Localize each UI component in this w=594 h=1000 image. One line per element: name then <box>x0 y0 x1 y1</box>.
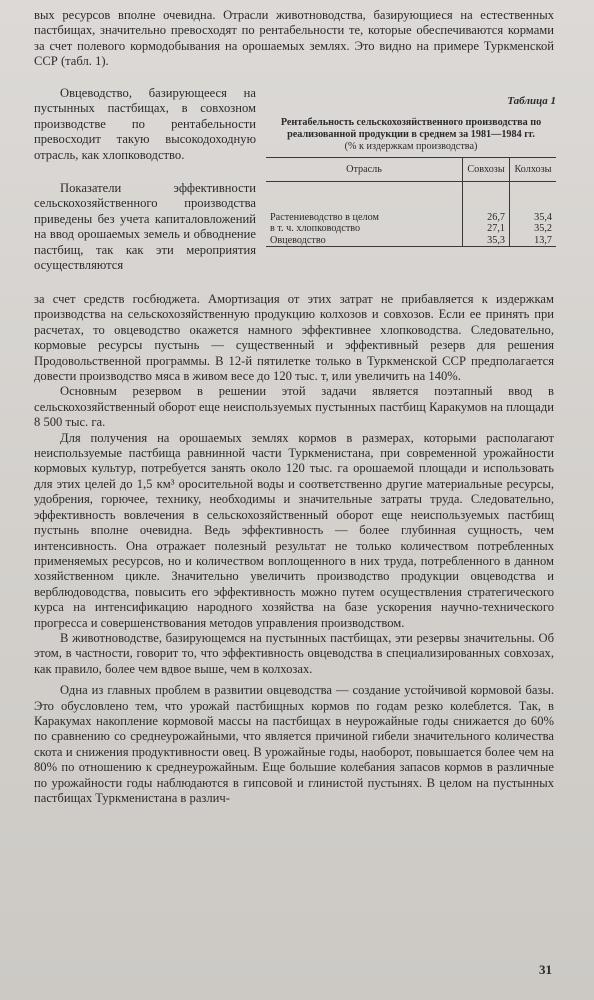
table-row <box>266 223 556 234</box>
column-header-branch: Отрасль <box>266 157 463 181</box>
kolkhozy-value: 35,4 <box>510 182 557 224</box>
paragraph-feed-base: Одна из главных проблем в развитии овцеводства — создание устойчивой кормовой базы. Это обусловлено тем, что урожай пастбищных кормов по годам резко колеблется. Так, в Каракумах накопление кормовой массы на пастбищах в неурожайные годы снижается до 60% по сравнению со среднеурожайными, что является причиной гибели значительного количества скота и снижения продуктивности овец. В урожайные годы, наоборот, повышается более чем на 80% по отношению к среднеурожайным. Еще большие колебания запасов кормов в различные по урожайности годы наблюдаются в гипсовой и глинистой пустынях. В целом на пустынных пастбищах Туркменистана в различ- <box>34 683 554 805</box>
column-header-sovkhozy: Совхозы <box>463 157 510 181</box>
paragraph-livestock-reserves: В животноводстве, базирующемся на пустынных пастбищах, эти резервы значительны. Об этом, в частности, говорит то, что эффективность овцеводства в специализированных совхозах, как правило, более чем вдвое выше, чем в колхозах. <box>34 630 554 676</box>
paragraph-irrigated-feed: Для получения на орошаемых землях кормов в размерах, которыми располагают неиспользуемые пастбища равнинной части Туркменистана, при современной урожайности кормовых культур, потребуется занять около 120 тыс. га орошаемой площади и использовать для этих целей до 1,5 км³ оросительной воды и соответственно другие материальные ресурсы, удобрения, горючее, технику, необходимы и значительные затраты труда. Следовательно, эффективность вовлечения в сельскохозяйственный оборот еще неиспользуемых пастбищ пустынь вполне очевидна. Ведь эффективность — более глубинная сущность, чем интенсивность. Она отражает полезный результат не только количеством потребленных применяемых ресурсов, но и количеством воплощенного в них труда, потребленного в данном хозяйственном цикле. Значительно увеличить производство продукции овцеводства и верблюдоводства, повысить его эффективность можно путем осуществления стратегического курса на интенсификацию народного хозяйства на базе ускорения научно-технического прогресса и совершенствования методов управления производством. <box>34 430 554 630</box>
row-name: Растениеводство в целом <box>270 212 379 224</box>
table-label: Таблица 1 <box>507 95 556 107</box>
kolkhozy-value: 13,7 <box>510 235 557 247</box>
table-row <box>266 235 556 247</box>
table-row <box>266 182 556 224</box>
top-text-block <box>34 8 554 70</box>
page-number: 31 <box>539 962 552 977</box>
paragraph-top: вых ресурсов вполне очевидна. Отрасли животноводства, базирующиеся на естественных пастбищах, значительно превосходят по рентабельности те, которые обеспечиваются кормами за счет полевого кормодобывания на орошаемых землях. Это видно на примере Туркменской ССР (табл. 1). <box>34 8 554 69</box>
main-text-block <box>34 292 554 806</box>
paragraph-main-reserve: Основным резервом в решении этой задачи является поэтапный ввод в сельскохозяйственный оборот еще неиспользуемых пустынных пастбищ Каракумов на площади 8 500 тыс. га. <box>34 384 554 430</box>
paragraph-continued: за счет средств госбюджета. Амортизация от этих затрат не прибавляется к издержкам производства на сельскохозяйственную продукцию колхозов и совхозов. Если ее принять при расчетах, то овцеводство окажется намного эффективнее хлопководства. Следовательно, кормовые ресурсы пустынь — существенный и эффективный резерв для решения Продовольственной программы. В 12-й пятилетке только в Туркменской ССР предполагается довести производство мяса в живом весе до 120 тыс. т, или увеличить на 140%. <box>34 292 554 384</box>
table-header-row <box>266 157 556 181</box>
paragraph-sheep-breeding: Овцеводство, базирующееся на пустынных пастбищах, в совхозном производстве по рентабельности превосходит такую высокодоходную отрасль, как хлопководство. <box>34 86 256 162</box>
sovkhozy-value: 35,3 <box>463 235 510 247</box>
table-1 <box>266 96 556 247</box>
left-text-column <box>34 86 256 273</box>
profitability-table <box>266 157 556 248</box>
table-title: Рентабельность сельскохозяйственного производства по реализованной продукции в среднем за 1981—1984 гг. <box>280 117 542 140</box>
row-name: Овцеводство <box>266 235 463 247</box>
table-subtitle: (% к издержкам производства) <box>344 141 478 153</box>
column-header-kolkhozy: Колхозы <box>510 157 557 181</box>
row-name: в т. ч. хлопководство <box>270 223 361 235</box>
sovkhozy-value: 26,7 <box>463 182 510 224</box>
paragraph-indicators: Показатели эффективности сельскохозяйственного производства приведены без учета капиталовложений на ввод орошаемых земель и обводнение пастбищ, так как эти мероприятия осуществляются <box>34 181 256 273</box>
kolkhozy-value: 35,2 <box>510 223 557 234</box>
sovkhozy-value: 27,1 <box>463 223 510 234</box>
